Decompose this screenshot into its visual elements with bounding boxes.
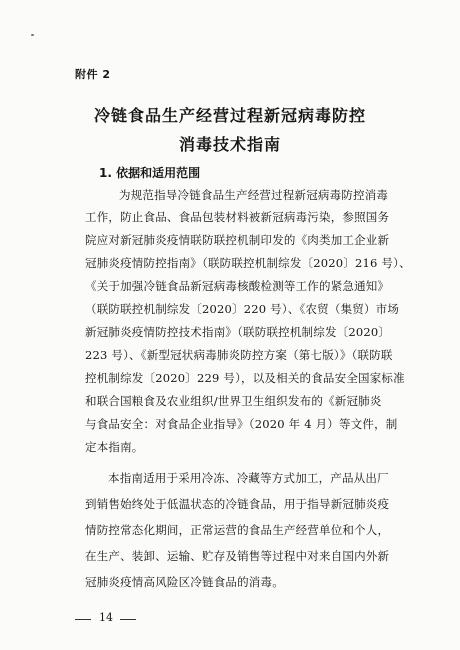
body-line: 定本指南。 xyxy=(85,440,144,454)
body-line: 新冠肺炎疫情防控技术指南》（联防联控机制综发〔2020〕 xyxy=(85,325,391,339)
document-title-line-1: 冷链食品生产经营过程新冠病毒防控 xyxy=(93,106,366,125)
body-line: 在生产、装卸、运输、贮存及销售等过程中对来自国内外新 xyxy=(85,549,390,563)
document-title-line-2: 消毒技术指南 xyxy=(178,135,281,154)
page-number-dash xyxy=(120,619,136,620)
body-line: （联防联控机制综发〔2020〕220 号）、《农贸（集贸）市场 xyxy=(85,302,400,316)
body-line: 为规范指导冷链食品生产经营过程新冠病毒防控消毒 xyxy=(119,188,389,202)
body-line: 223 号）、《新型冠状病毒肺炎防控方案（第七版）》（联防联 xyxy=(85,348,393,362)
body-line: 到销售始终处于低温状态的冷链食品，用于指导新冠肺炎疫 xyxy=(85,497,390,511)
page-number: 14 xyxy=(99,611,113,624)
page-number-dash xyxy=(75,619,91,620)
section-heading: 1. 依据和适用范围 xyxy=(99,166,201,180)
body-line: 和联合国粮食及农业组织/世界卫生组织发布的《新冠肺炎 xyxy=(85,394,382,408)
body-line: 冠肺炎疫情高风险区冷链食品的消毒。 xyxy=(85,575,284,589)
body-line: 情防控常态化期间，正常运营的食品生产经营单位和个人， xyxy=(85,523,390,537)
body-line: 冠肺炎疫情防控指南》（联防联控机制综发〔2020〕216 号）、 xyxy=(85,256,411,270)
attachment-label: 附件 2 xyxy=(75,68,111,81)
body-line: 工作，防止食品、食品包装材料被新冠病毒污染，参照国务 xyxy=(85,210,390,224)
body-line: 控机制综发〔2020〕229 号），以及相关的食品安全国家标准 xyxy=(85,371,405,385)
body-line: 本指南适用于采用冷冻、冷藏等方式加工，产品从出厂 xyxy=(108,471,389,485)
body-line: 《关于加强冷链食品新冠病毒核酸检测等工作的紧急通知》 xyxy=(85,279,390,293)
body-line: 院应对新冠肺炎疫情联防联控机制印发的《肉类加工企业新 xyxy=(85,233,390,247)
body-line: 与食品安全：对食品企业指导》（2020 年 4 月）等文件，制 xyxy=(85,417,398,431)
scan-speck xyxy=(31,34,34,36)
